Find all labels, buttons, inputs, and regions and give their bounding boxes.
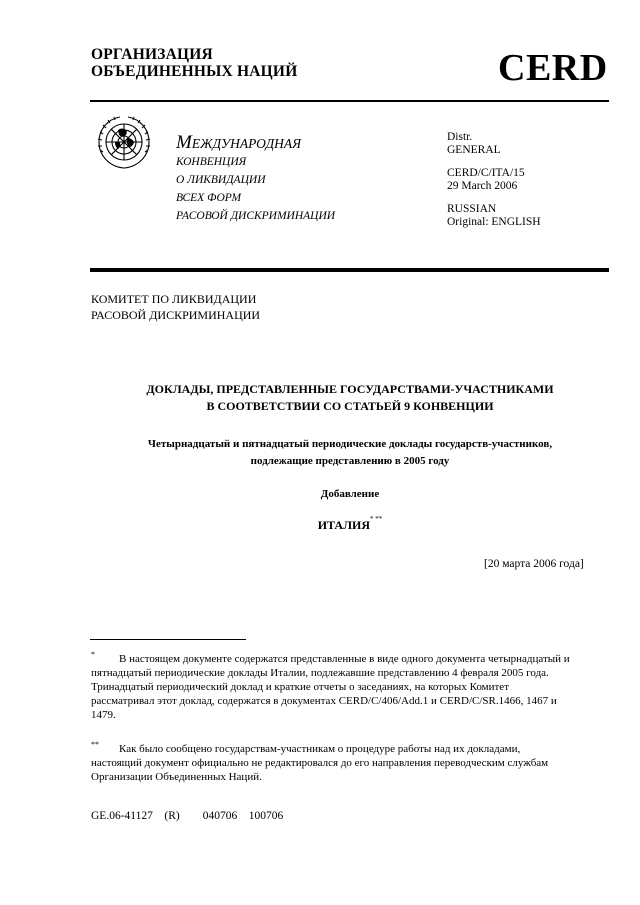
convention-title-line1-rest: ЕЖДУНАРОДНАЯ <box>191 136 302 151</box>
convention-title-capital: М <box>176 132 192 153</box>
committee-name-line2: РАСОВОЙ ДИСКРИМИНАЦИИ <box>91 308 261 322</box>
footnote-2 <box>91 742 571 784</box>
document-footer <box>91 810 283 822</box>
header-divider <box>90 100 609 102</box>
report-subtitle-line2: подлежащие представлению в 2005 году <box>250 455 450 467</box>
language-code: (R) <box>164 810 180 822</box>
document-metadata <box>447 131 541 229</box>
print-code-2: 100706 <box>248 810 284 822</box>
un-emblem-icon <box>94 112 154 172</box>
country-footnote-marks: * ** <box>370 515 383 523</box>
document-series-symbol: CERD <box>498 47 608 89</box>
convention-title-line1 <box>176 134 335 153</box>
report-subtitle-line1: Четырнадцатый и пятнадцатый периодические доклады государств-участников, <box>147 438 553 450</box>
footnote-1 <box>91 652 571 722</box>
document-date: 29 March 2006 <box>447 180 518 192</box>
original-language: Original: ENGLISH <box>447 216 541 228</box>
organization-name <box>91 46 297 80</box>
report-title-line1: ДОКЛАДЫ, ПРЕДСТАВЛЕННЫЕ ГОСУДАРСТВАМИ-УЧАСТНИКАМИ <box>146 382 554 396</box>
date-received: [20 марта 2006 года] <box>484 558 584 570</box>
convention-title-line5: РАСОВОЙ ДИСКРИМИНАЦИИ <box>176 210 336 222</box>
document-symbol: CERD/C/ITA/15 <box>447 167 525 179</box>
footnote-1-mark: * <box>91 650 95 659</box>
report-subtitle <box>90 436 610 470</box>
report-title <box>90 381 610 415</box>
committee-name-line1: КОМИТЕТ ПО ЛИКВИДАЦИИ <box>91 292 257 306</box>
organization-name-line1: ОРГАНИЗАЦИЯ <box>91 46 213 63</box>
convention-title-line2: КОНВЕНЦИЯ <box>176 156 247 168</box>
organization-name-line2: ОБЪЕДИНЕННЫХ НАЦИЙ <box>91 63 298 80</box>
report-title-line2: В СООТВЕТСТВИИ СО СТАТЬЕЙ 9 КОНВЕНЦИИ <box>206 399 494 413</box>
footnote-2-mark: ** <box>91 740 99 749</box>
convention-title <box>176 134 335 225</box>
section-divider <box>90 268 609 272</box>
print-code-1: 040706 <box>202 810 238 822</box>
distribution-label: Distr. <box>447 131 473 143</box>
country-name: ИТАЛИЯ <box>317 518 371 532</box>
document-language: RUSSIAN <box>447 203 497 215</box>
addendum-heading: Добавление <box>320 488 380 500</box>
footnote-1-text: В настоящем документе содержатся представленные в виде одного документа четырнадцатый и пятнадцатый периодические доклады Италии, подлежавшие представлению 4 февраля 2005 года. Тринадцатый периодический доклад и краткие отчеты о заседаниях, на которых Комитет рассматривал этот доклад, содержатся в документах CERD/C/406/Add.1 и CERD/C/SR.1466, 1467 и 1479. <box>91 653 570 721</box>
footnote-2-text: Как было сообщено государствам-участникам о процедуре работы над их докладами, настоящий документ официально не редактировался до его направления переводческим службам Организации Объединенных Наций. <box>91 743 549 783</box>
country-heading <box>90 515 610 533</box>
convention-title-line3: О ЛИКВИДАЦИИ <box>176 174 266 186</box>
footnote-divider <box>90 639 246 640</box>
convention-title-line4: ВСЕХ ФОРМ <box>176 192 242 204</box>
job-number: GE.06-41127 <box>91 810 153 822</box>
distribution-value: GENERAL <box>447 144 501 156</box>
committee-name <box>91 291 260 323</box>
